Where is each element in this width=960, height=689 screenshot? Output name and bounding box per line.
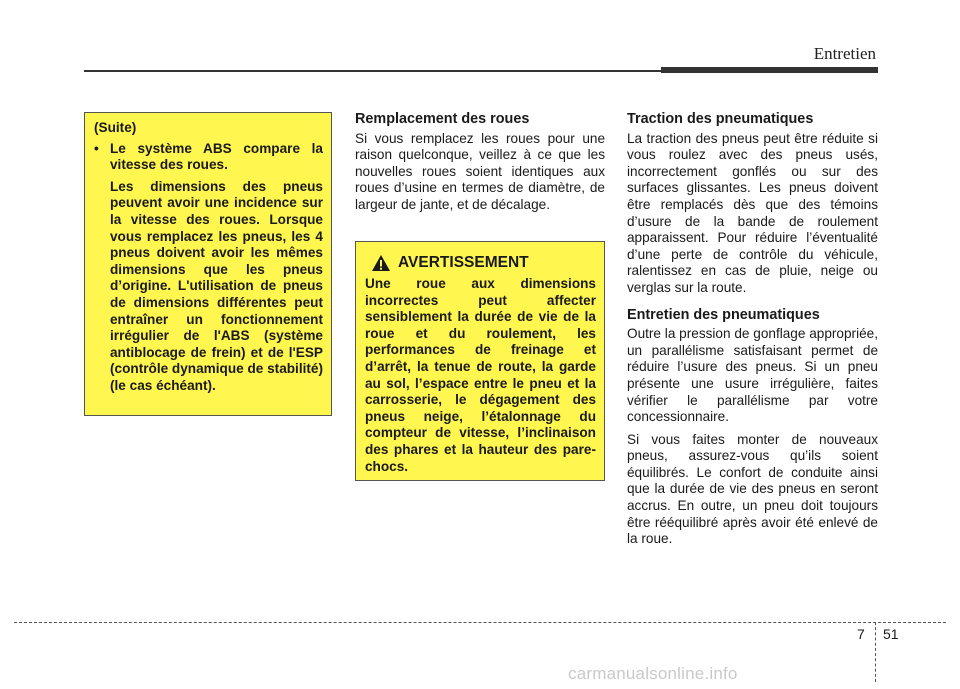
bullet-item xyxy=(94,141,323,174)
header-bar xyxy=(661,67,878,73)
left-column xyxy=(84,112,332,416)
bullet-mark: • xyxy=(94,140,99,156)
traction-heading: Traction des pneumatiques xyxy=(627,111,814,127)
footer-vertical-rule xyxy=(875,622,876,682)
traction-body: La traction des pneus peut être réduite si vous roulez avec des pneus usés, incorrectement gonflés ou sur des surfaces glissantes. Les pneus doivent être remplacés dès que des témoins d’usure de la bande de roulement apparaissent. Pour réduire l’éventualité d’une perte de contrôle du véhicule, ralentissez en cas de pluie, neige ou verglas sur la route. xyxy=(627,130,878,295)
maintenance-heading: Entretien des pneumatiques xyxy=(627,306,820,323)
warning-title: AVERTISSEMENT xyxy=(398,254,529,271)
footer-dashed-rule xyxy=(14,622,946,623)
page-number: 51 xyxy=(883,626,899,642)
wheel-replacement-body: Si vous remplacez les roues pour une raison quelconque, veillez à ce que les nouvelles roues soient identiques aux roues d’usine en termes de diamètre, de largeur de jante, et de décalage. xyxy=(355,130,605,212)
note-paragraph: Les dimensions des pneus peuvent avoir une incidence sur la vitesse des roues. Lorsque vous remplacez les pneus, les 4 pneus doivent avoir les mêmes dimensions que les pneus d’origine. L'utilisation de pneus de dimensions différentes peut entraîner un fonctionnement irrégulier de l'ABS (système antiblocage de frein) et de l'ESP (contrôle dynamique de stabilité) (le cas échéant). xyxy=(110,178,323,393)
middle-column xyxy=(355,111,605,214)
bullet-text: Le système ABS compare la vitesse des roues. xyxy=(110,140,323,173)
maintenance-body-2: Si vous faites monter de nouveaux pneus, assurez-vous qu’ils soient équilibrés. Le confort de conduite ainsi que la durée de vie des pneus en seront accrus. En outre, un pneu doit toujours être rééquilibré après avoir été enlevé de la roue. xyxy=(627,431,878,547)
header-rule xyxy=(84,70,661,72)
continued-label: (Suite) xyxy=(94,120,137,135)
chapter-number: 7 xyxy=(857,626,865,642)
wheel-replacement-heading: Remplacement des roues xyxy=(355,111,530,127)
watermark: carmanualsonline.info xyxy=(568,664,738,683)
warning-title-row xyxy=(371,254,596,272)
warning-triangle-icon xyxy=(371,254,391,272)
continued-note-box xyxy=(84,112,332,416)
warning-box xyxy=(355,241,605,481)
right-column xyxy=(627,111,878,554)
warning-text: Une roue aux dimensions incorrectes peut affecter sensiblement la durée de vie de la roue et du roulement, les performances de freinage et d’arrêt, la tenue de route, la garde au sol, l’espace entre le pneu et la carrosserie, le dégagement des pneus neige, l’étalonnage du compteur de vitesse, l’inclinaison des phares et la hauteur des pare-chocs. xyxy=(365,276,596,474)
section-title: Entretien xyxy=(813,44,876,63)
maintenance-body-1: Outre la pression de gonflage appropriée, un parallélisme satisfaisant permet de réduire l’usure des pneus. Si un pneu présente une usure irrégulière, faites vérifier le parallélisme par votre concessionnaire. xyxy=(627,326,878,425)
